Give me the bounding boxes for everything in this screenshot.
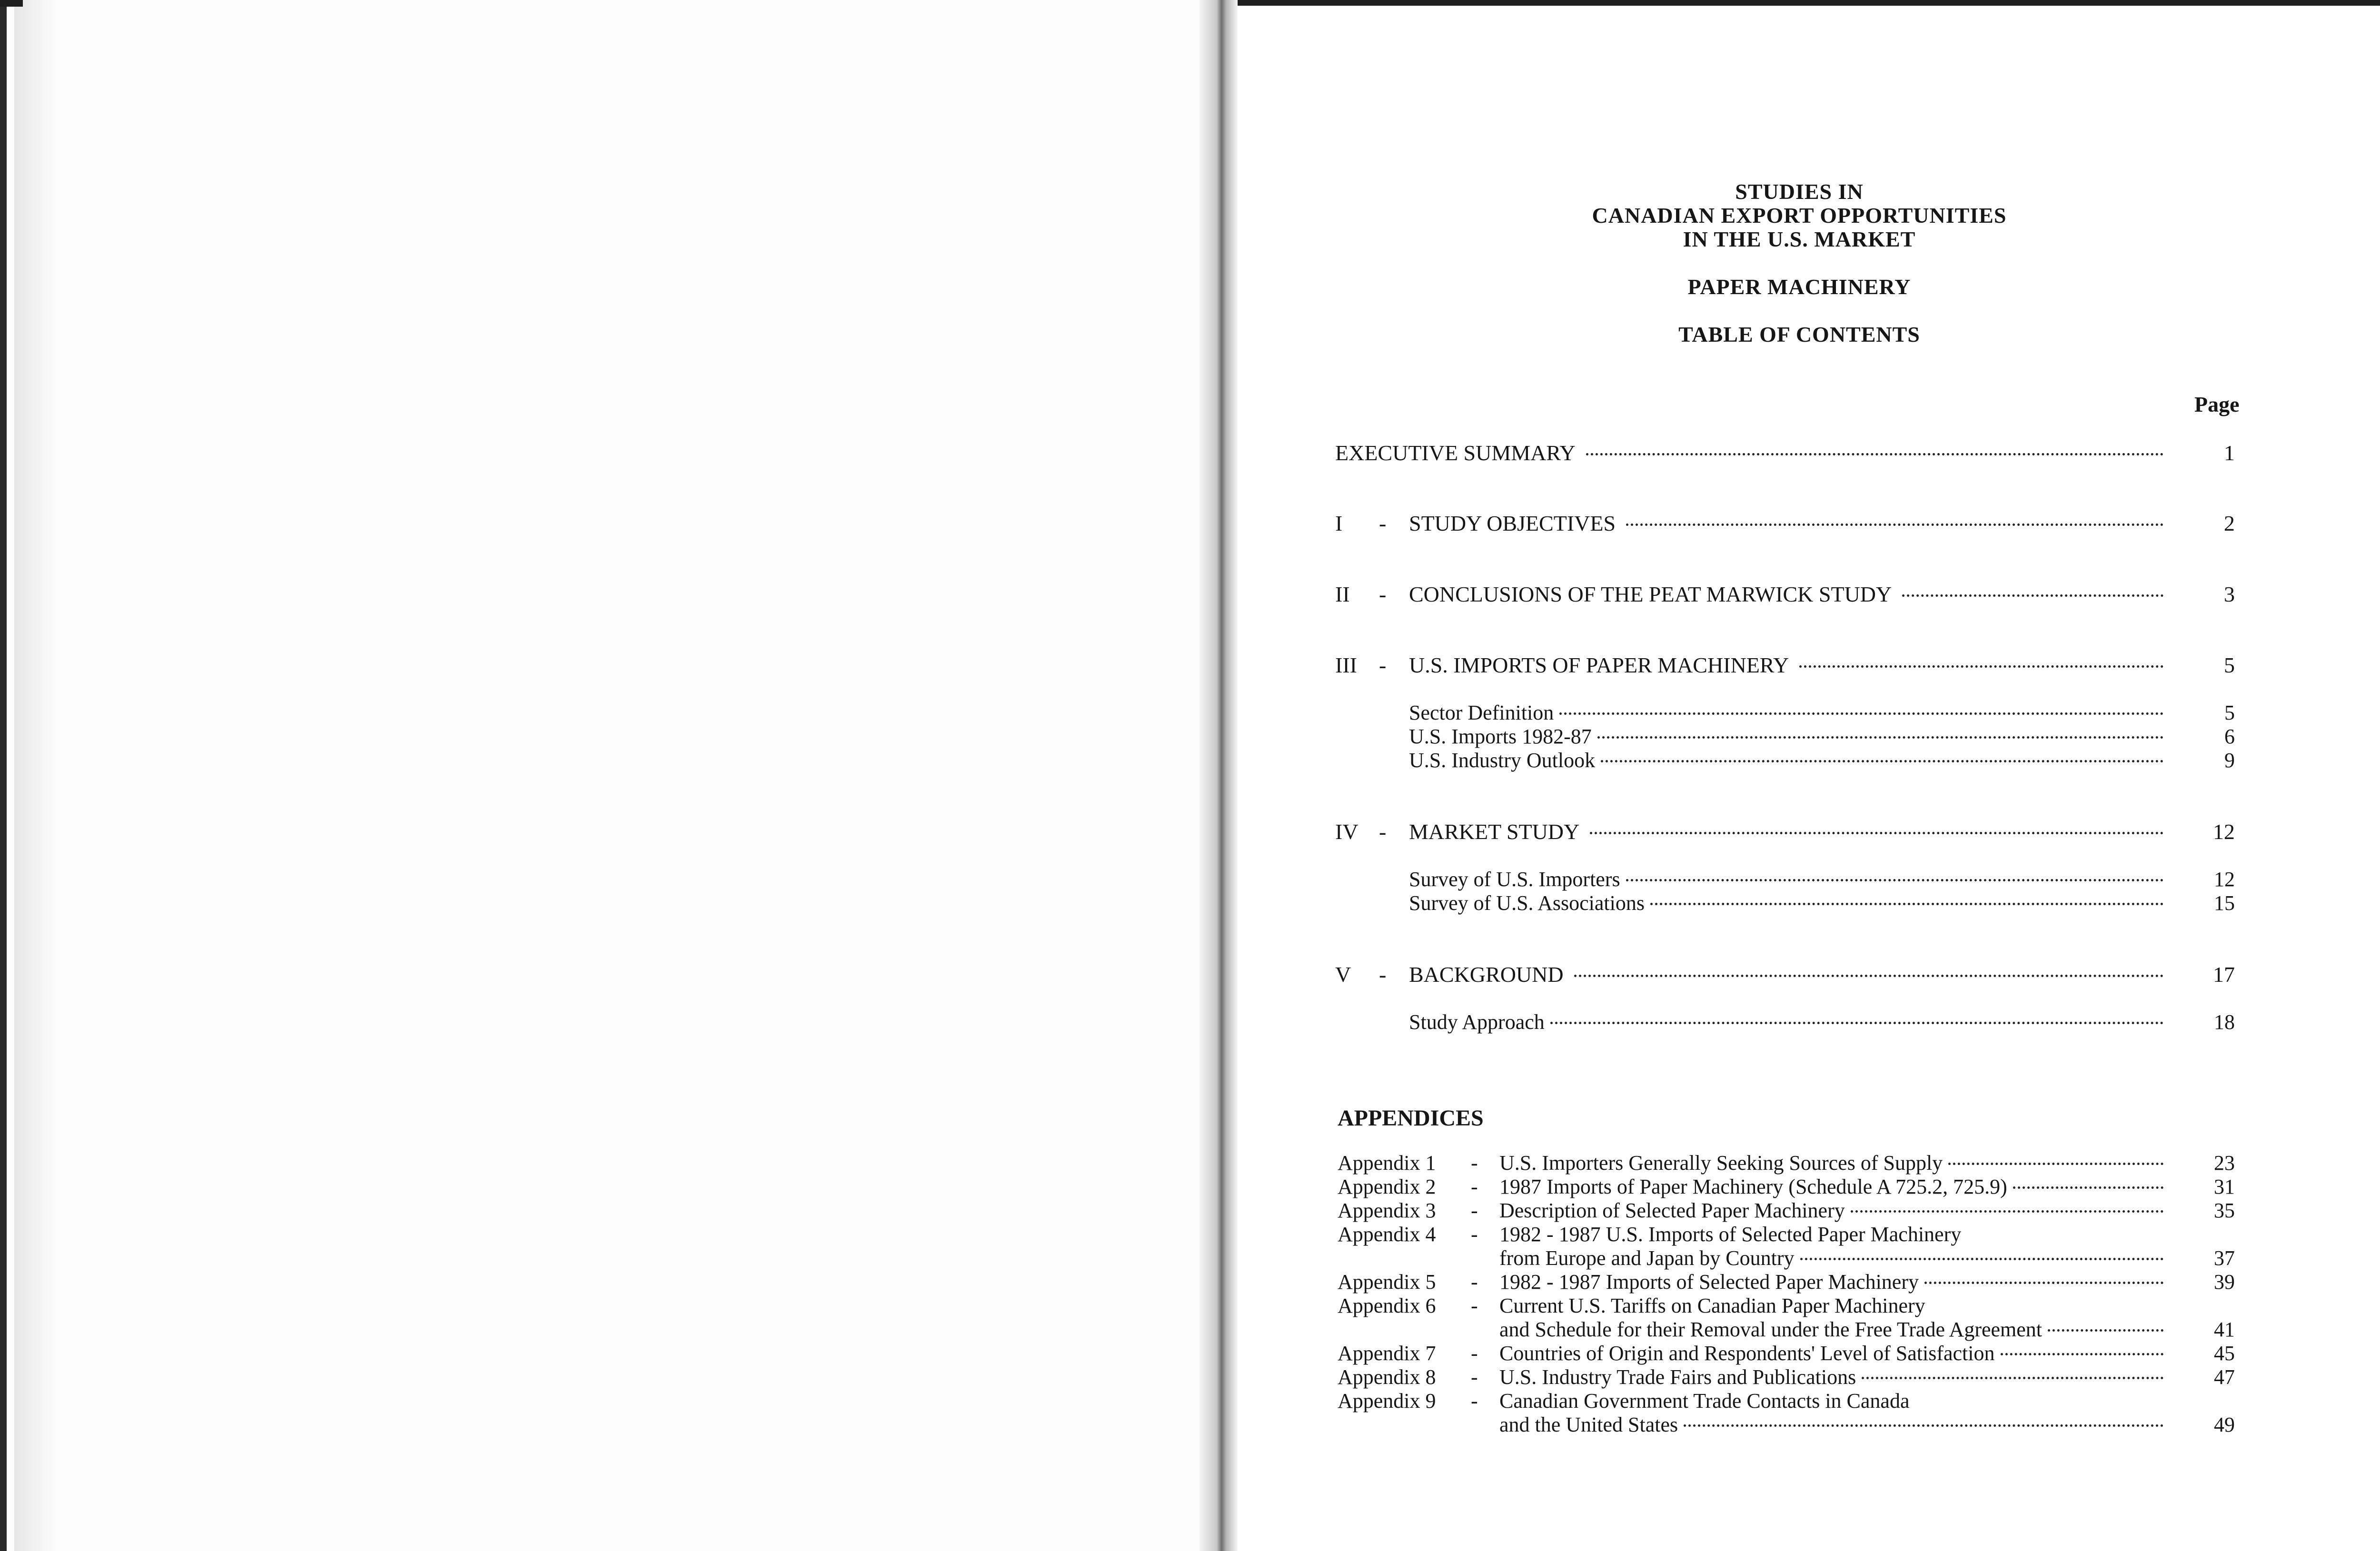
- appendix-6-row: [1338, 1294, 2235, 1317]
- appendix-title-continued: and the United States: [1499, 1413, 1678, 1436]
- dot-leader: [1550, 1022, 2163, 1024]
- section-numeral: V: [1335, 962, 1351, 987]
- appendix-dash: -: [1471, 1389, 1478, 1413]
- toc-subentry-label: Sector Definition: [1409, 701, 1554, 724]
- appendix-9-continuation: [1338, 1413, 2235, 1436]
- toc-entry-page: 5: [2224, 653, 2235, 677]
- appendix-label: Appendix 1: [1338, 1151, 1436, 1175]
- toc-entry-label: STUDY OBJECTIVES: [1409, 511, 1616, 535]
- book-gutter: [1200, 0, 1238, 1551]
- appendix-8-row: [1338, 1365, 2235, 1389]
- toc-heading-text: TABLE OF CONTENTS: [1678, 322, 1920, 346]
- toc-heading: [1466, 323, 2132, 346]
- section-numeral: I: [1335, 511, 1343, 535]
- appendix-dash: -: [1471, 1365, 1478, 1389]
- appendix-title: Current U.S. Tariffs on Canadian Paper Machinery: [1499, 1294, 1925, 1317]
- appendix-dash: -: [1471, 1270, 1478, 1294]
- appendix-dash: -: [1471, 1223, 1478, 1246]
- scan-top-right-border: [1230, 0, 2380, 6]
- section-numeral: II: [1335, 582, 1350, 606]
- appendix-title-continued: from Europe and Japan by Country: [1499, 1246, 1795, 1270]
- appendix-label: Appendix 6: [1338, 1294, 1436, 1317]
- toc-entry-background: [1335, 962, 2235, 988]
- title-line-2: CANADIAN EXPORT OPPORTUNITIES: [1592, 203, 2007, 227]
- appendix-label: Appendix 2: [1338, 1175, 1436, 1198]
- section-dash: -: [1379, 820, 1387, 844]
- blank-left-page: [7, 0, 1219, 1551]
- appendix-title: Countries of Origin and Respondents' Level of Satisfaction: [1499, 1342, 1995, 1365]
- section-dash: -: [1379, 511, 1387, 535]
- toc-subentry-page: 12: [2214, 868, 2235, 891]
- toc-subentry-page: 18: [2214, 1010, 2235, 1034]
- dot-leader: [1601, 760, 2163, 762]
- appendix-6-continuation: [1338, 1317, 2235, 1341]
- toc-subentry-label: U.S. Imports 1982-87: [1409, 725, 1592, 748]
- dot-leader: [1626, 879, 2163, 881]
- appendix-title: Description of Selected Paper Machinery: [1499, 1199, 1845, 1222]
- dot-leader: [1800, 1258, 2163, 1260]
- dot-leader: [1626, 524, 2163, 526]
- appendix-label: Appendix 3: [1338, 1199, 1436, 1222]
- toc-entry-study-objectives: [1335, 511, 2235, 537]
- appendix-title: U.S. Industry Trade Fairs and Publications: [1499, 1365, 1856, 1389]
- title-line-3: IN THE U.S. MARKET: [1683, 227, 1916, 251]
- appendix-dash: -: [1471, 1175, 1478, 1198]
- toc-subentry-survey-associations: [1335, 891, 2235, 916]
- appendix-page: 39: [2214, 1270, 2235, 1294]
- appendix-label: Appendix 8: [1338, 1365, 1436, 1389]
- toc-subentry-industry-outlook: [1335, 748, 2235, 773]
- scan-top-left-border: [0, 0, 23, 7]
- section-numeral: III: [1335, 653, 1357, 677]
- appendix-page: 35: [2214, 1199, 2235, 1222]
- toc-subentry-page: 5: [2224, 701, 2235, 724]
- toc-entry-page: 12: [2213, 820, 2235, 844]
- toc-subentry-page: 15: [2214, 891, 2235, 915]
- appendix-page: 31: [2214, 1175, 2235, 1198]
- dot-leader: [1902, 594, 2163, 597]
- left-page-shading: [14, 0, 57, 1551]
- appendix-page: 41: [2214, 1318, 2235, 1341]
- page-column-label: Page: [2194, 392, 2240, 416]
- toc-subentry-sector-definition: [1335, 701, 2235, 725]
- appendix-label: Appendix 5: [1338, 1270, 1436, 1294]
- section-dash: -: [1379, 653, 1387, 677]
- toc-entry-conclusions: [1335, 582, 2235, 608]
- appendix-label: Appendix 9: [1338, 1389, 1436, 1413]
- document-title: [1466, 180, 2132, 251]
- dot-leader: [1574, 975, 2163, 977]
- toc-entry-us-imports: [1335, 652, 2235, 679]
- toc-subentry-page: 6: [2224, 725, 2235, 748]
- dot-leader: [1586, 453, 2163, 455]
- appendix-page: 45: [2214, 1342, 2235, 1365]
- dot-leader: [1948, 1163, 2163, 1165]
- appendix-title: U.S. Importers Generally Seeking Sources of Supply: [1499, 1151, 1943, 1175]
- dot-leader: [2048, 1329, 2163, 1332]
- appendix-dash: -: [1471, 1151, 1478, 1175]
- appendix-4-continuation: [1338, 1246, 2235, 1270]
- toc-entry-label: U.S. IMPORTS OF PAPER MACHINERY: [1409, 653, 1789, 677]
- scan-left-border: [0, 0, 7, 1551]
- dot-leader: [1590, 832, 2163, 834]
- appendix-3-row: [1338, 1198, 2235, 1222]
- dot-leader: [1924, 1282, 2163, 1284]
- toc-subentry-page: 9: [2224, 749, 2235, 772]
- appendix-page: 37: [2214, 1246, 2235, 1270]
- dot-leader: [1684, 1424, 2163, 1427]
- appendices-heading: APPENDICES: [1338, 1106, 1484, 1131]
- subject-title-text: PAPER MACHINERY: [1687, 275, 1911, 299]
- toc-subentry-label: Survey of U.S. Associations: [1409, 891, 1645, 915]
- appendix-title: 1982 - 1987 U.S. Imports of Selected Paper Machinery: [1499, 1223, 1962, 1246]
- appendix-label: Appendix 7: [1338, 1342, 1436, 1365]
- toc-entry-page: 3: [2224, 582, 2235, 606]
- appendix-7-row: [1338, 1341, 2235, 1365]
- toc-subentry-survey-importers: [1335, 867, 2235, 892]
- toc-entry-page: 17: [2213, 962, 2235, 987]
- appendix-page: 47: [2214, 1365, 2235, 1389]
- title-line-1: STUDIES IN: [1735, 179, 1864, 204]
- appendix-title: 1987 Imports of Paper Machinery (Schedule A 725.2, 725.9): [1499, 1175, 2007, 1198]
- toc-entry-market-study: [1335, 819, 2235, 846]
- appendix-4-row: [1338, 1222, 2235, 1246]
- dot-leader: [1597, 736, 2163, 739]
- toc-entry-label: EXECUTIVE SUMMARY: [1335, 441, 1576, 465]
- subject-title: [1466, 275, 2132, 299]
- toc-entry-page: 1: [2224, 441, 2235, 465]
- dot-leader: [2001, 1353, 2163, 1355]
- appendix-5-row: [1338, 1270, 2235, 1294]
- section-dash: -: [1379, 962, 1387, 987]
- appendix-2-row: [1338, 1175, 2235, 1198]
- toc-subentry-label: Study Approach: [1409, 1010, 1545, 1034]
- appendix-title-continued: and Schedule for their Removal under the Free Trade Agreement: [1499, 1318, 2043, 1341]
- dot-leader: [2013, 1186, 2163, 1189]
- dot-leader: [1862, 1377, 2163, 1379]
- appendix-1-row: [1338, 1151, 2235, 1175]
- toc-entry-page: 2: [2224, 511, 2235, 535]
- dot-leader: [1851, 1210, 2163, 1213]
- appendix-title: Canadian Government Trade Contacts in Canada: [1499, 1389, 1910, 1413]
- toc-entry-executive-summary: [1335, 440, 2235, 467]
- section-dash: -: [1379, 582, 1387, 606]
- appendix-label: Appendix 4: [1338, 1223, 1436, 1246]
- toc-subentry-us-imports-1982-87: [1335, 724, 2235, 749]
- appendix-dash: -: [1471, 1342, 1478, 1365]
- appendix-page: 23: [2214, 1151, 2235, 1175]
- toc-subentry-study-approach: [1335, 1010, 2235, 1035]
- appendix-9-row: [1338, 1389, 2235, 1413]
- toc-subentry-label: Survey of U.S. Importers: [1409, 868, 1620, 891]
- toc-subentry-label: U.S. Industry Outlook: [1409, 749, 1596, 772]
- section-numeral: IV: [1335, 820, 1359, 844]
- dot-leader: [1650, 903, 2163, 905]
- toc-entry-label: CONCLUSIONS OF THE PEAT MARWICK STUDY: [1409, 582, 1892, 606]
- toc-entry-label: MARKET STUDY: [1409, 820, 1580, 844]
- appendix-dash: -: [1471, 1294, 1478, 1317]
- toc-entry-label: BACKGROUND: [1409, 962, 1564, 987]
- appendix-title: 1982 - 1987 Imports of Selected Paper Machinery: [1499, 1270, 1919, 1294]
- dot-leader: [1799, 665, 2163, 668]
- dot-leader: [1559, 712, 2163, 715]
- appendix-dash: -: [1471, 1199, 1478, 1222]
- appendix-page: 49: [2214, 1413, 2235, 1436]
